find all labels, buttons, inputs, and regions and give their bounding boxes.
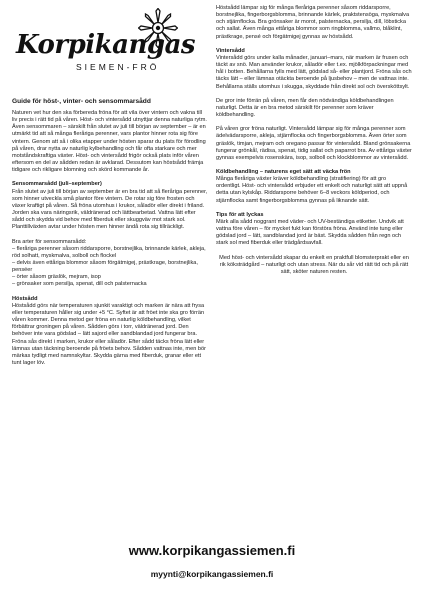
summer-sowing-heading: Sensommarsådd (juli–september) — [12, 181, 102, 188]
brand-subtitle: SIEMEN-FRÖ — [76, 62, 160, 72]
website-link[interactable]: www.korpikangassiemen.fi — [128, 543, 296, 558]
right-column — [216, 5, 412, 283]
autumn-sowing-continued: Höstsådd lämpar sig för många fleråriga perenner såsom riddarsporre, borstnejlika, fingerborgsblomma, brinnande kärlek, praktstensöga, myskmalva och stjärnflocka. Bra grönsaker är morot, palsternacka, persilja, dill, löbsticka och sallat. Även många ettåriga blommor som ringblomma, vallmo, blåklint, prästkrage, pensé och förgätmigej gynnas av höstsådd. — [216, 5, 410, 40]
list-item: – delvis även ettåriga blommor såsom förgätmigej, prästkrage, borstnejlika, penséer — [12, 259, 198, 274]
brand-logo — [10, 8, 210, 78]
list-item: – grönsaker som persilja, spenat, dill och palsternacka — [12, 281, 147, 288]
winter-sowing-heading: Vintersådd — [216, 47, 245, 54]
list-item: – örter såsom gräslök, mejram, isop — [12, 274, 101, 281]
winter-sowing-paragraph-1: Vintersådd görs under kalla månader, januari–mars, när marken är frusen och täckt av snö. Man använder krukor, såladör eller t.ex. mjölkförpackningar med hål i botten. Behållarna fylls med lätt, gödslad så- eller plantjord. Fröna sås och täcks lätt – eller lämnas otäckta beroende på ljusbehov – men de vattnas inte. Behållarna ställs utomhus i skugga, skyddade från direkt sol och översköttsylt. — [216, 54, 412, 90]
brand-name: Korpikangas — [16, 30, 196, 60]
closing-paragraph: Med höst- och vintersådd skapar du enkelt en praktfull blomsterprakt eller en rik köksträdgård – naturligt och utan stress. När du sår vid rätt tid och på rätt sätt, sköter naturen resten. — [219, 254, 409, 275]
winter-sowing-paragraph-3: På våren gror fröna naturligt. Vintersådd lämpar sig för många perenner som ädelvädarsporre, akleja, stjärnflocka och fingerborgsblomma. Även örter som gräslök, timjan, mejram och oregano passar för vintersådd. Bland grönsakerna fungerar grönkål, rädisa, spenat, tidig sallat och paparrot bra. Av ettåriga växter gynnas exempelvis rosenskära, isop, solboll och klockblommor av vintersådd. — [216, 126, 412, 161]
autumn-sowing-paragraph: Höstsådd görs när temperaturen sjunkit varaktigt och marken är nära att frysa eller temperaturen håller sig under +5 °C. Syftet är att fröet inte ska gro förrän våren kommer. Denna metod ger fröna en naturlig köldbehandling, vilket förbättrar groningen på våren. Sådden görs i torr, väldränerad jord. Den behöver inte vara gödslad – lätt sajord eller sandblandad jord fungerar bra. Fröna sås direkt i marken, krukor eller såladör. Efter sådd täcks fröna lätt eller lämnas utan täckning beroende på fröets behov. Sådden vattnas inte, men bör märkas tydligt med namnskyltar. Skydda gärna med fiberduk, granar eller ett tunt lager löv. — [12, 302, 206, 366]
summer-sowing-paragraph: Från slutet av juli till början av september är en bra tid att så fleråriga perenner, som hinner utveckla små plantor före vintern. De rotar sig före frosten och växer kraftigt på våren. Så fröna utomhus i krukor, såladör eller direkt i friland. Jorden ska vara näringsrik, väldränerad och lättbearbetad. Vattna lätt efter sådd och skydda vid behov med fiberduk eller skuggväv mot stark sol. Planttillväxten avtar under hösten men hinner ändå rota sig tillräckligt. — [12, 188, 208, 231]
tips-heading: Tips för att lyckas — [216, 211, 264, 218]
winter-sowing-paragraph-2: De gror inte förrän på våren, men får den nödvändiga köldbehandlingen naturligt. Detta är en bra metod särskilt för perenner som kräver köldbehandling. — [216, 97, 394, 119]
left-column — [12, 98, 208, 374]
guide-title: Guide för höst-, vinter- och sensommarsådd — [12, 98, 151, 105]
tips-paragraph: Märk alla sådd noggrant med väder- och UV-beständiga etiketter. Undvik att vattna före våren – för mycket fukt kan förstöra fröna. Använd inte tung eller gödslad jord – lätt, sandblandad jord är bäst. Skydda sådden från regn och stark sol med fiberduk eller trädgårdsavfall. — [216, 218, 404, 247]
good-species-list — [12, 239, 208, 289]
good-species-heading: Bra arter för sensommarsådd: — [12, 238, 87, 245]
email-link[interactable]: myynti@korpikangassiemen.fi — [150, 569, 274, 579]
intro-paragraph: Naturen vet hur den ska förbereda fröna för att vila över vintern och vakna till liv precis i rätt tid på våren. Höst- och vintersådd utnyttjar denna naturliga rytm. Även sensommaren – särskilt från slutet av juli till början av september – är en utmärkt tid att så många fleråriga perenner, vars plantor hinner rota sig före vintern. Genom att så i olika etapper under hösten sparar du plats för förodling på våren, drar nytta av naturlig kylbehandling och får ofta starkare och mer motståndskraftiga växter. Höst- och vintersådd frigör också plats inför våren eftersom en del av sådden redan är avklarad. Dessutom kan höstsådd främja tidigare och rikligare blomning och skörd kommande år. — [12, 110, 207, 174]
cold-treatment-heading: Köldbehandling – naturens eget sätt att väcka frön — [216, 168, 351, 175]
cold-treatment-paragraph: Många fleråriga växter kräver köldbehandling (stratifiering) för att gro ordentligt. Höst- och vintersådd erbjuder ett enkelt och naturligt sätt att uppnå detta utan kylskåp. Riddarsporre behöver 6–8 veckors köldperiod, och stjärnflocka samt fingerborgsblomma gynnas på liknande sätt. — [216, 176, 408, 204]
list-item: – fleråriga perenner såsom riddarsporre, borstnejlika, brinnande kärlek, akleja, röd solhatt, myskmalva, solboll och flockel — [12, 245, 206, 259]
autumn-sowing-heading: Höstsådd — [12, 295, 38, 302]
